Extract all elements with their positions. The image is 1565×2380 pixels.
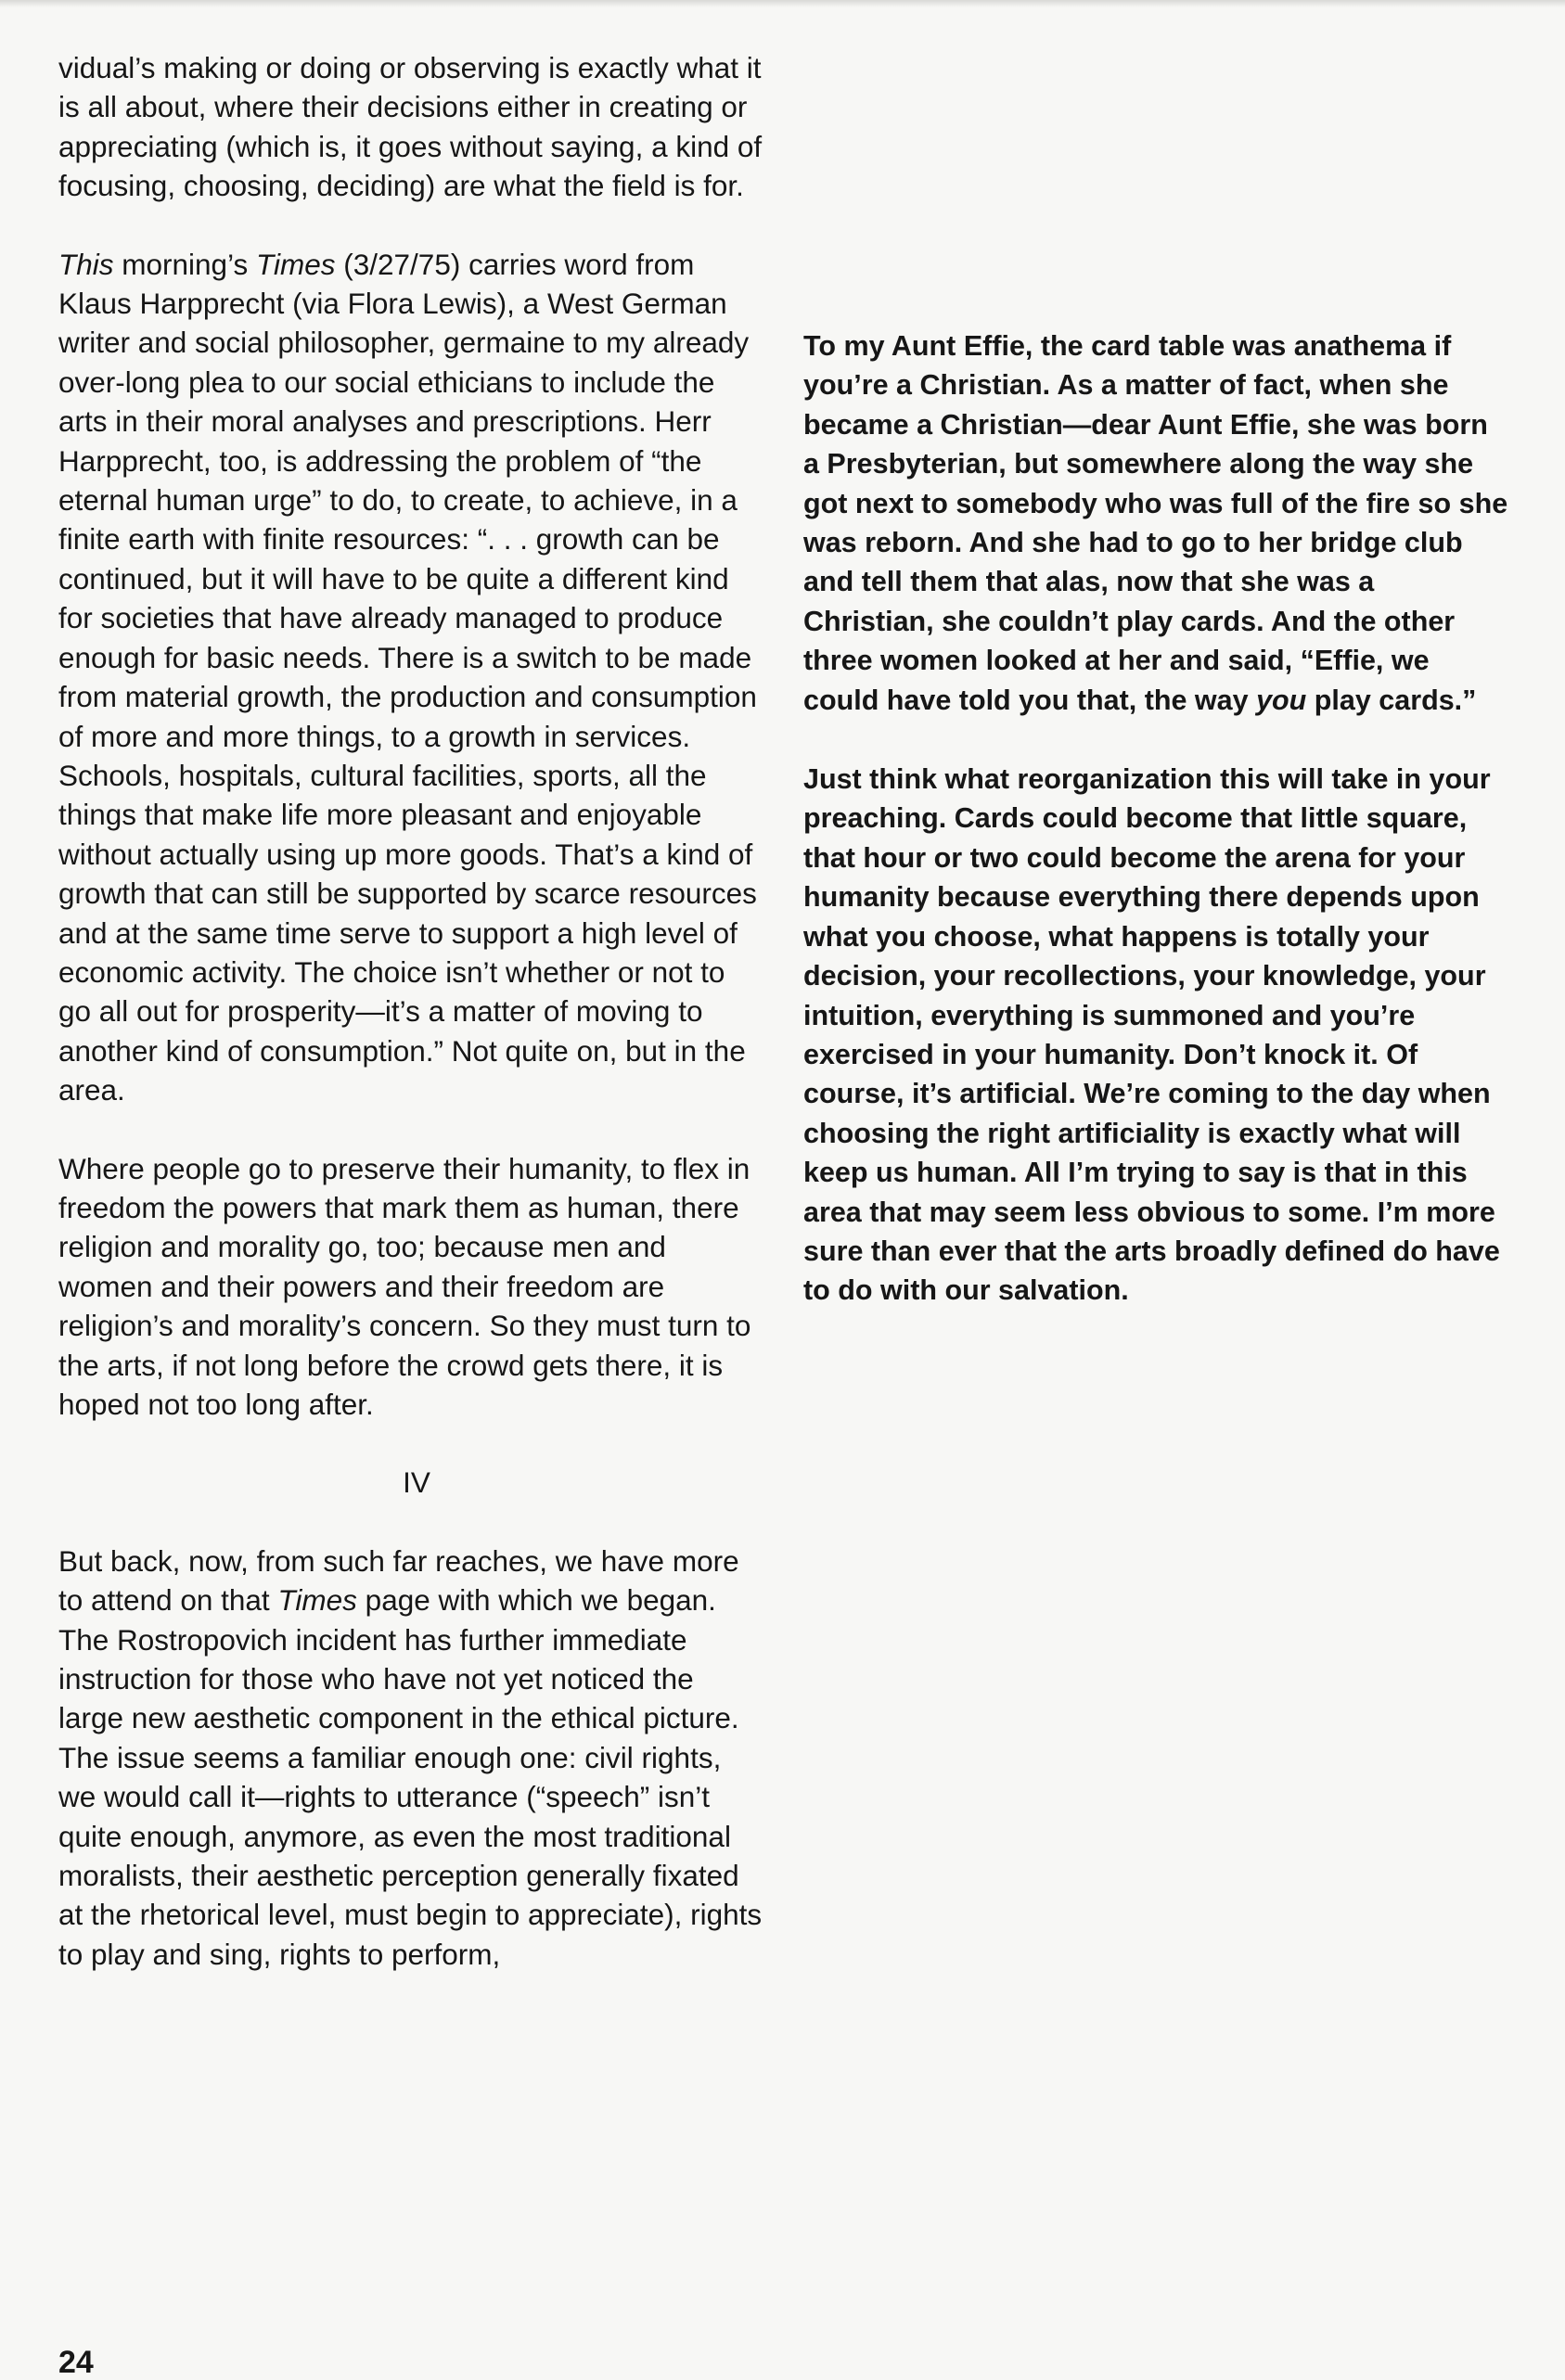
paragraph-3: Where people go to preserve their humanity, to flex in freedom the powers that mark them as human, there religion and morality go, too; because men and women and their powers and their freedom are religion’s and morality’s concern. So they must turn to the arts, if not long before the crowd gets there, it is hoped not too long after. [58,1151,751,1421]
emphasis-this: This [58,247,114,281]
right-column [803,326,1508,1311]
page-number: 24 [58,2345,94,2380]
preaching-paragraph: Just think what reorganization this will take in your preaching. Cards could become that little square, that hour or two could become the arena for your humanity because everything there depends upon what you choose, what happens is totally your decision, your recollections, your knowledge, your intuition, everything is summoned and you’re exercised in your humanity. Don’t knock it. Of course, it’s artificial. We’re coming to the day when choosing the right artificiality is exactly what will keep us human. All I’m trying to say is that in this area that may seem less obvious to some. I’m more sure than ever that the arts broadly defined do have to do with our salvation. [803,763,1500,1307]
emphasis-you: you [1256,684,1307,716]
times-title: Times [277,1583,357,1618]
paragraph-1: vidual’s making or doing or observing is exactly what it is all about, where their decisions either in creating or appreciating (which is, it goes without saying, a kind of focusing, choosing, deciding) are what the field is for. [58,51,763,203]
section-heading: IV [403,1465,430,1500]
aunt-effie-paragraph: To my Aunt Effie, the card table was anathema if you’re a Christian. As a matter of fact, when she became a Christian—dear Aunt Effie, she was born a Presbyterian, but somewhere along the way she got next to somebody who was full of the fire so she was reborn. And she had to go to her bridge club and tell them that alas, now that she was a Christian, she couldn’t play cards. And the other three women looked at her and said, “Effie, we could have told you that, the way you play cards.” [803,330,1508,716]
paragraph-4: But back, now, from such far reaches, we have more to attend on that Times page with which we began. The Rostropovich incident has further immediate instruction for those who have not yet noticed the large new aesthetic component in the ethical picture. The issue seems a familiar enough one: civil rights, we would call it—rights to utterance (“speech” isn’t quite enough, anymore, as even the most traditional moralists, their aesthetic perception generally fixated at the rhetorical level, must begin to appreciate), rights to play and sing, rights to perform, [58,1543,763,1971]
scan-edge [0,0,1565,7]
times-title: Times [256,247,336,281]
left-column [58,48,763,1974]
paragraph-2: This morning’s Times (3/27/75) carries word from Klaus Harpprecht (via Flora Lewis), a West German writer and social philosopher, germaine to my already over-long plea to our social ethicians to include the arts in their moral analyses and prescriptions. Herr Harpprecht, too, is addressing the problem of “the eternal human urge” to do, to create, to achieve, in a finite earth with finite resources: “. . . growth can be continued, but it will have to be quite a different kind for societies that have already managed to produce enough for basic needs. There is a switch to be made from material growth, the production and consumption of more and more things, to a growth in services. Schools, hospitals, cultural facilities, sports, all the things that make life more pleasant and enjoyable without actually using up more goods. That’s a kind of growth that can still be supported by scarce resources and at the same time serve to support a high level of economic activity. The choice isn’t whether or not to go all out for prosperity—it’s a matter of moving to another kind of consumption.” Not quite on, but in the area. [58,247,757,1107]
